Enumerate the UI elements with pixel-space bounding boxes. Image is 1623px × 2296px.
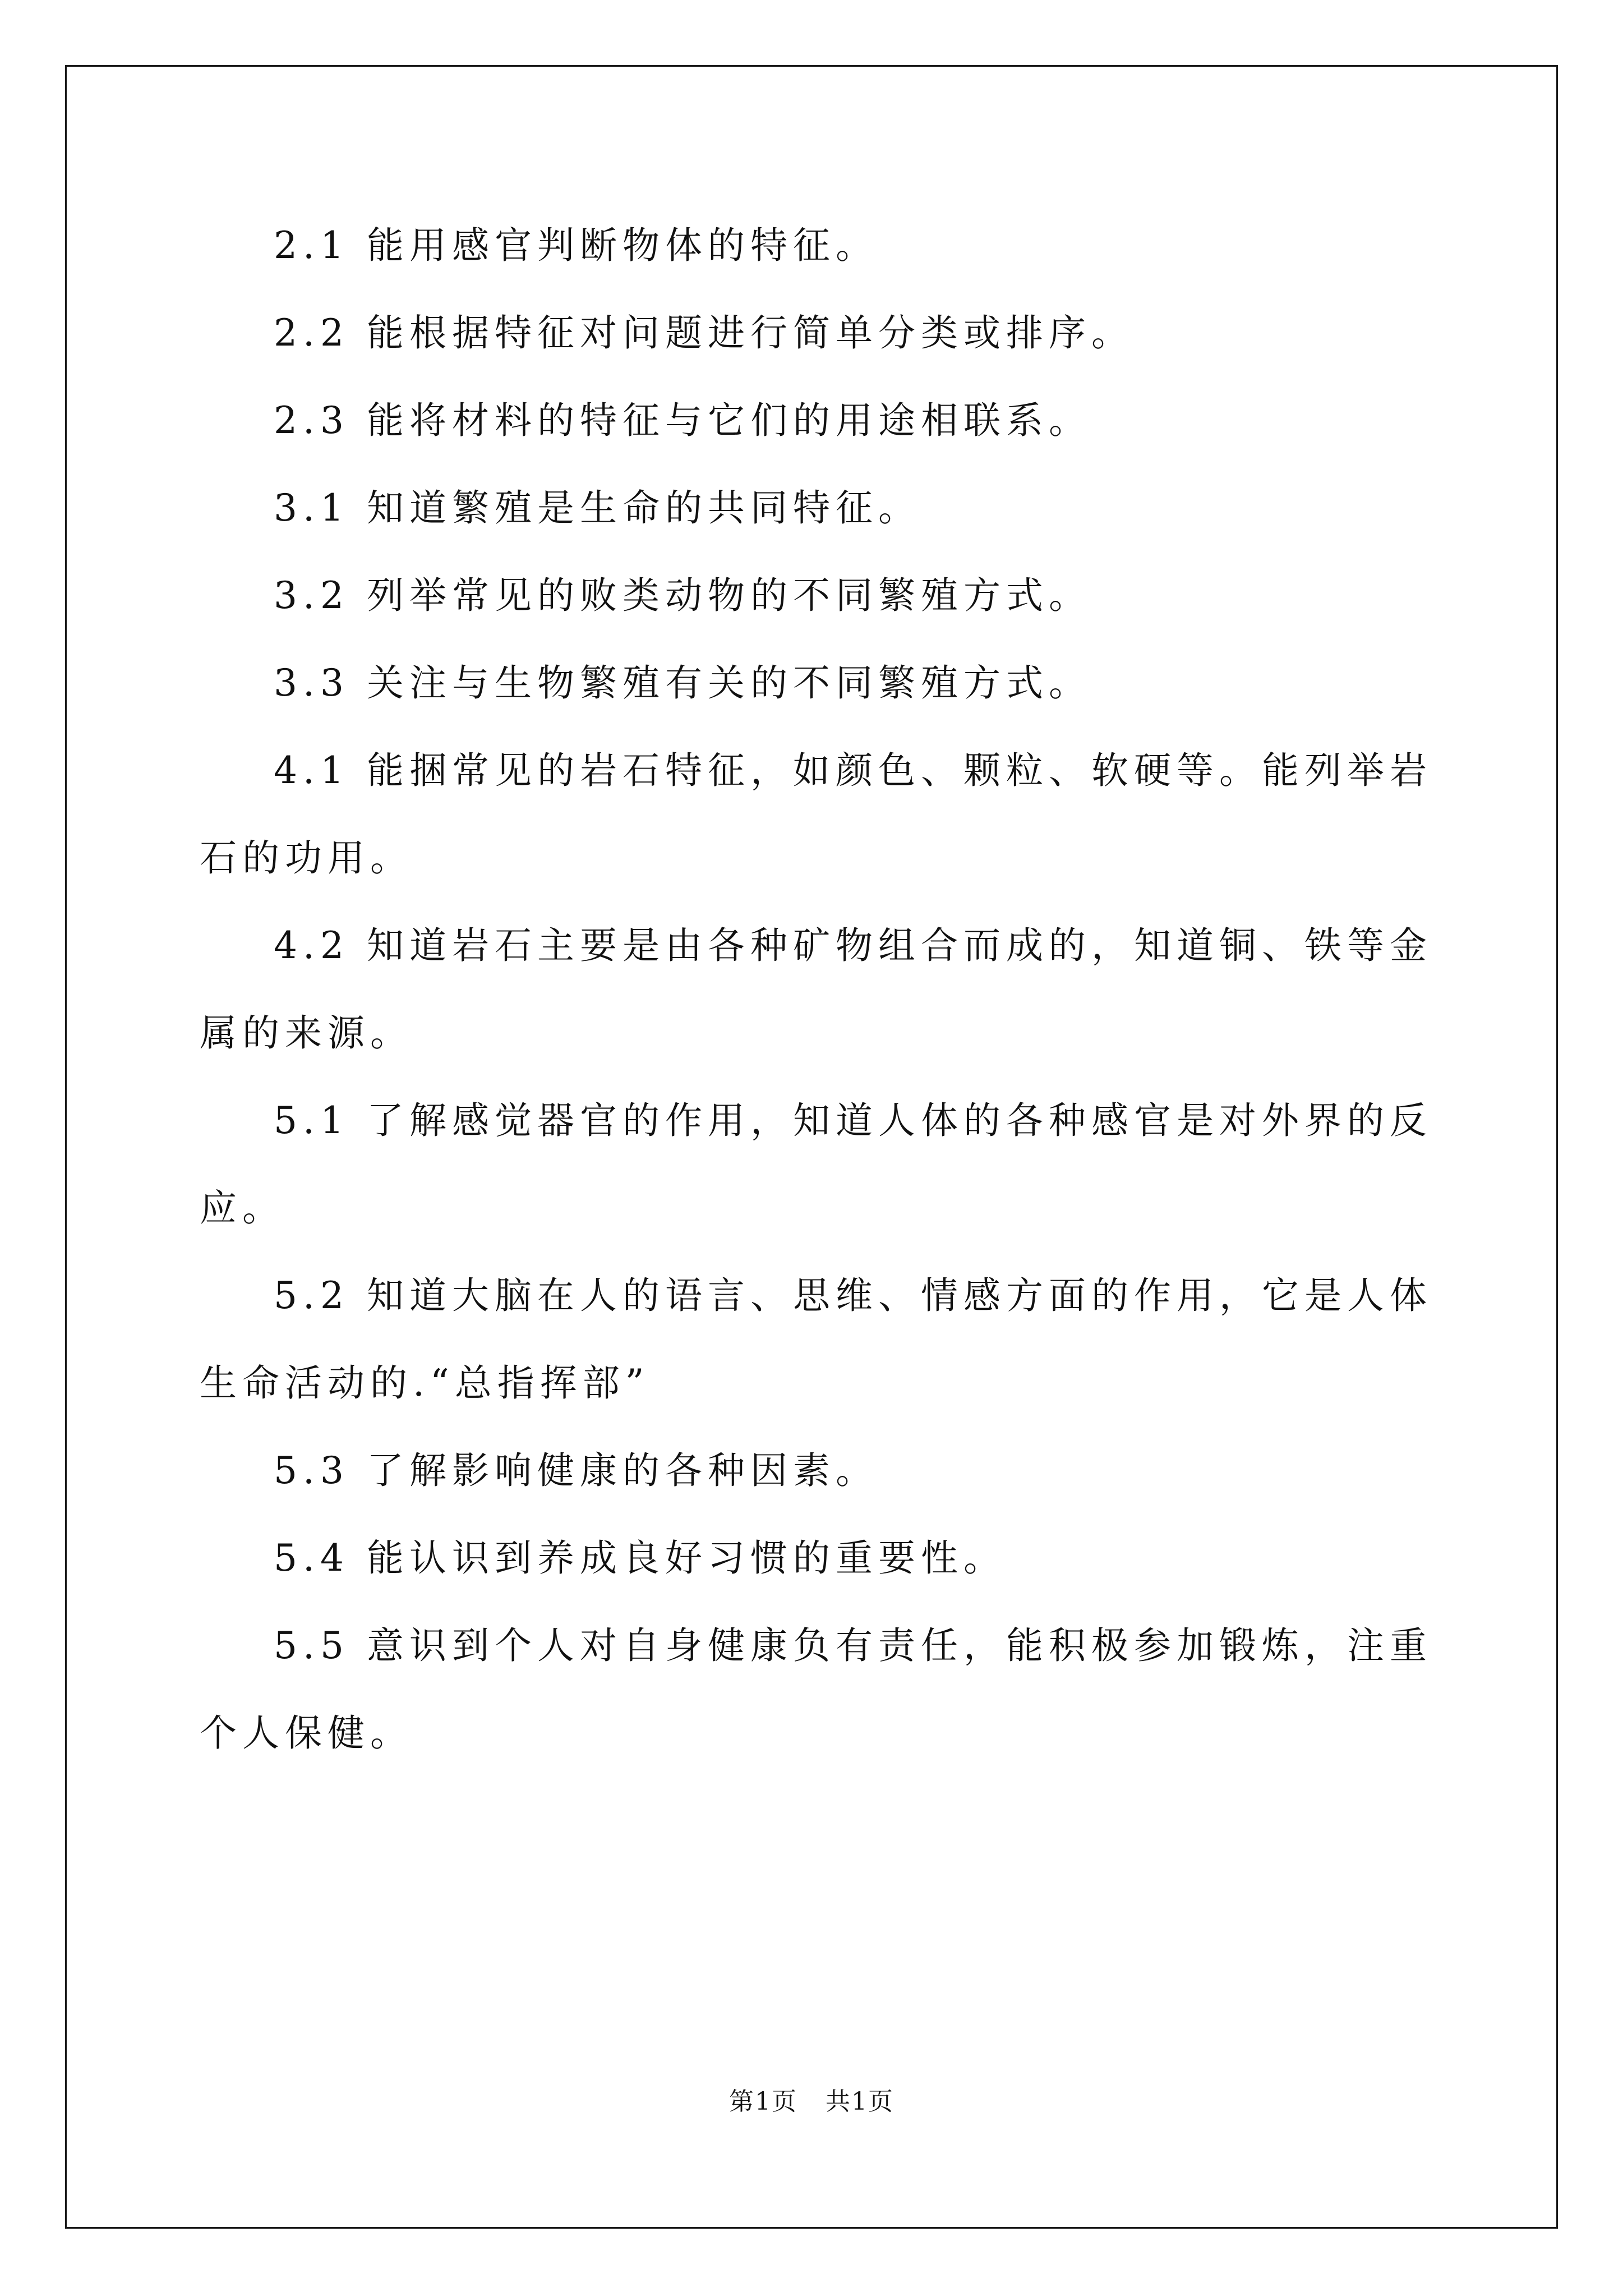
paragraph-2-1: 2.1 能用感官判断物体的特征。	[274, 224, 878, 267]
paragraph-5-4: 5.4 能认识到养成良好习惯的重要性。	[274, 1536, 1006, 1580]
page-footer	[0, 2081, 1623, 2117]
page-number: 第1页	[729, 2087, 797, 2116]
paragraph-5-5: 5.5 意识到个人对自身健康负有责任，能积极参加锻炼，注重个人保健。	[200, 1624, 1432, 1755]
paragraph-5-2: 5.2 知道大脑在人的语言、思维、情感方面的作用，它是人体生命活动的.“总指挥部”	[200, 1274, 1432, 1405]
paragraph-3-3: 3.3 关注与生物繁殖有关的不同繁殖方式。	[274, 661, 1091, 705]
paragraph-3-2: 3.2 列举常见的败类动物的不同繁殖方式。	[274, 574, 1091, 617]
paragraph-2-2: 2.2 能根据特征对问题进行简单分类或排序。	[274, 311, 1134, 355]
page-total: 共1页	[826, 2087, 894, 2116]
document-body	[200, 202, 1439, 1777]
paragraph-5-1: 5.1 了解感觉器官的作用，知道人体的各种感官是对外界的反应。	[200, 1099, 1432, 1230]
paragraph-4-1: 4.1 能捆常见的岩石特征，如颜色、颗粒、软硬等。能列举岩石的功用。	[200, 749, 1432, 880]
paragraph-5-3: 5.3 了解影响健康的各种因素。	[274, 1449, 878, 1492]
paragraph-3-1: 3.1 知道繁殖是生命的共同特征。	[274, 486, 921, 530]
paragraph-2-3: 2.3 能将材料的特征与它们的用途相联系。	[274, 399, 1091, 442]
paragraph-4-2: 4.2 知道岩石主要是由各种矿物组合而成的，知道铜、铁等金属的来源。	[200, 924, 1432, 1055]
